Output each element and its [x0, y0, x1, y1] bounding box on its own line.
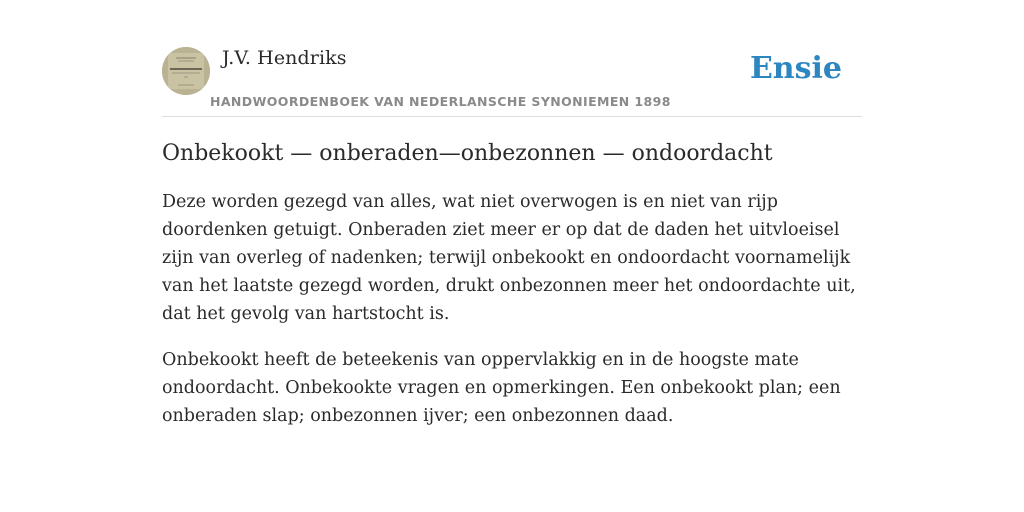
book-cover-icon	[162, 47, 210, 95]
entry-paragraph: Deze worden gezegd van alles, wat niet overwogen is en niet van rijp doordenken getuigt. Onberaden ziet meer er op dat de daden het uitvloeisel zijn van overleg of nadenken; terwijl onbekookt en ondoordacht voornamelijk van het laatste gezegd worden, drukt onbezonnen meer het ondoordachte uit, dat het gevolg van hartstocht is.	[162, 192, 856, 324]
entry-paragraph: Onbekookt heeft de beteekenis van oppervlakkig en in de hoogste mate ondoordacht. Onbekookte vragen en opmerkingen. Een onbekookt plan; een onberaden slap; onbezonnen ijver; een onbezonnen daad.	[162, 350, 841, 426]
entry-title: Onbekookt — onberaden—onbezonnen — ondoordacht	[162, 141, 773, 166]
author-name[interactable]: J.V. Hendriks	[222, 47, 347, 69]
entry-card	[162, 42, 862, 448]
source-title[interactable]: HANDWOORDENBOEK VAN NEDERLANSCHE SYNONIEMEN 1898	[210, 94, 671, 109]
avatar[interactable]	[162, 47, 210, 95]
entry-body	[162, 188, 862, 430]
brand-logo[interactable]: Ensie	[749, 51, 842, 86]
entry-header	[162, 42, 862, 117]
